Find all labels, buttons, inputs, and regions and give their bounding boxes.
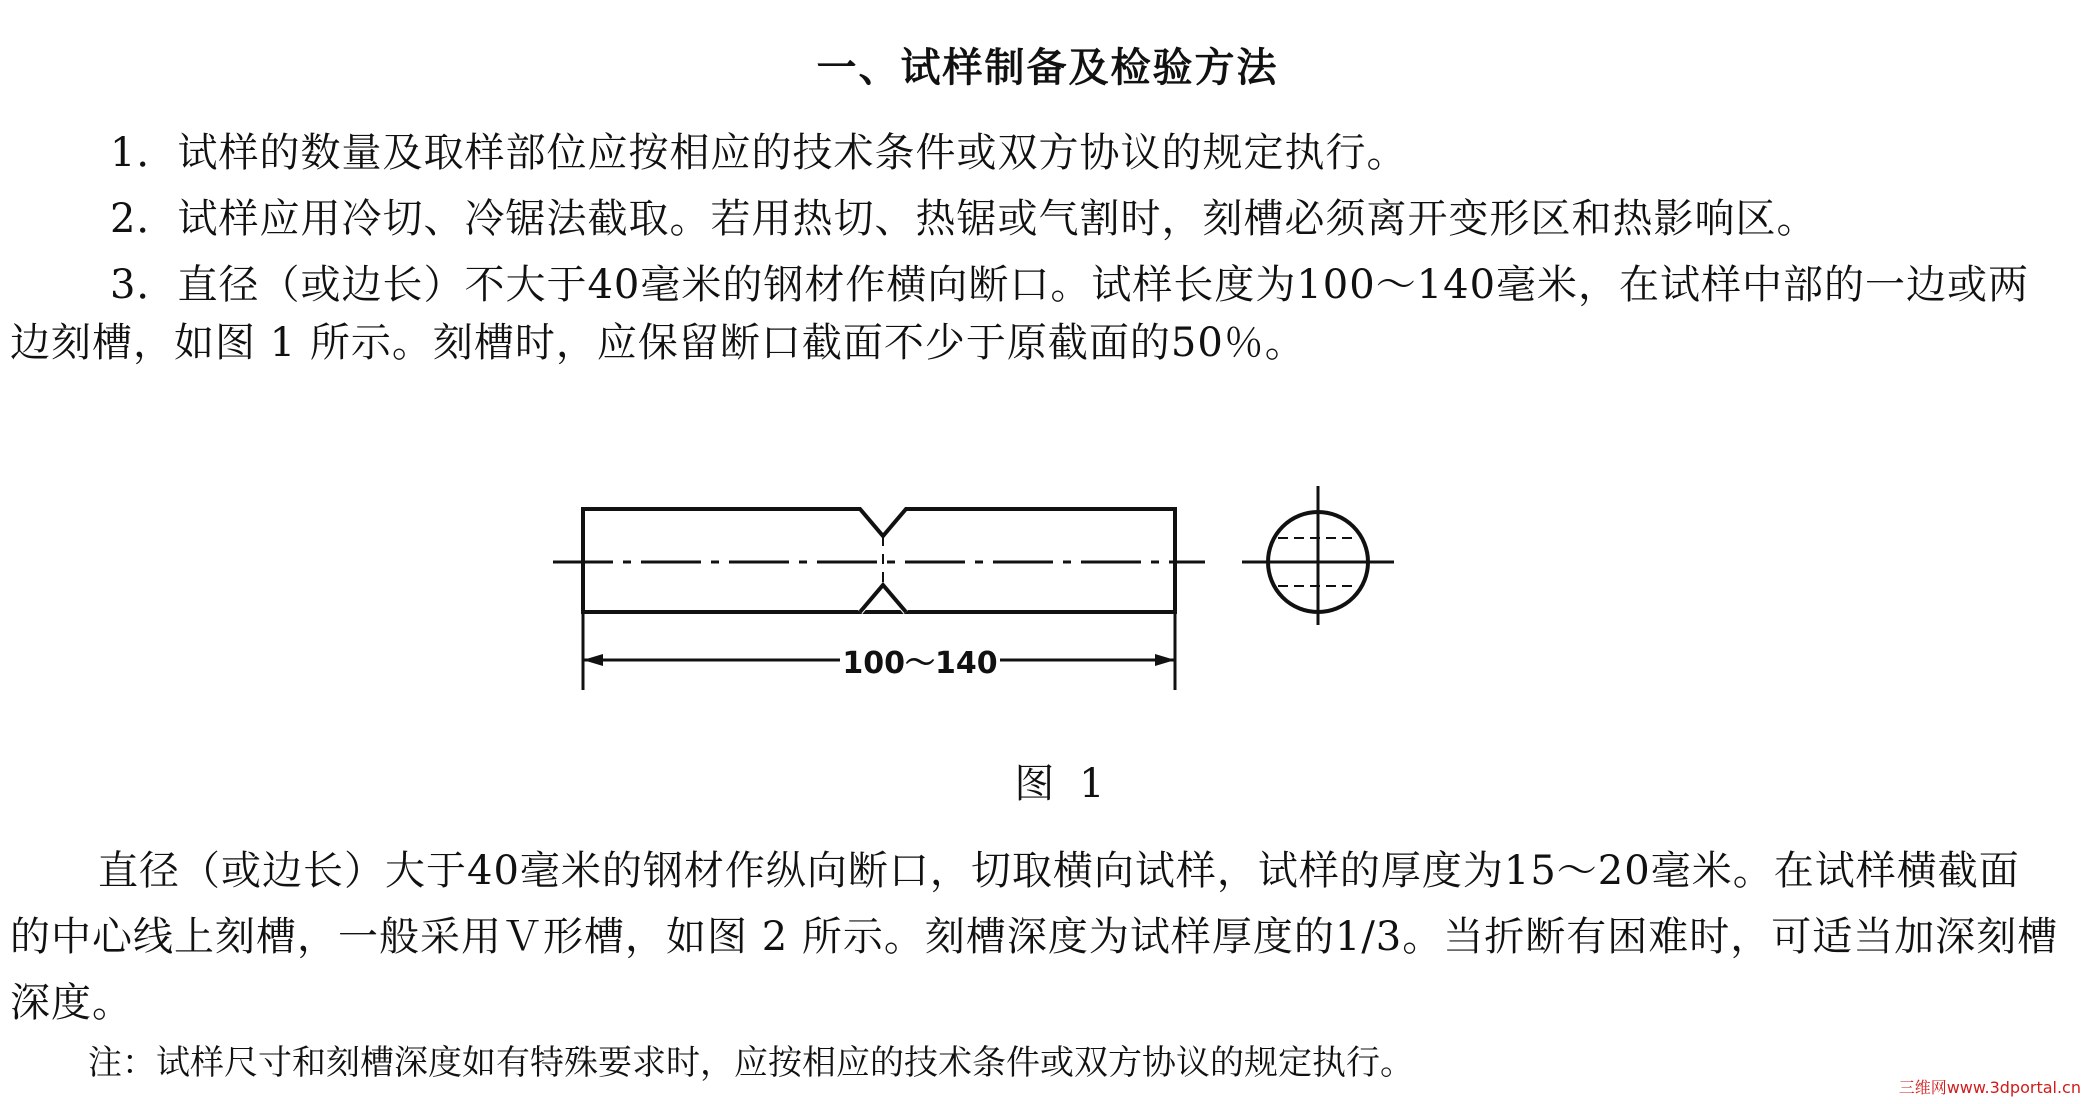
watermark: 三维网www.3dportal.cn (1898, 1078, 2081, 1097)
paragraph-2: 2．试样应用冷切、冷锯法截取。若用热切、热锯或气割时，刻槽必须离开变形区和热影响区。 (110, 196, 1818, 242)
dimension-arrow-left (583, 654, 603, 666)
note: 注：试样尺寸和刻槽深度如有特殊要求时，应按相应的技术条件或双方协议的规定执行。 (88, 1043, 1414, 1083)
paragraph-4: 直径（或边长）大于40毫米的钢材作纵向断口，切取横向试样，试样的厚度为15～20毫米。在试样横截面的中心线上刻槽，一般采用Ｖ形槽，如图 2 所示。刻槽深度为试样厚度的1/3。当折断有困难时，可适当加深刻槽深度。 (10, 848, 2059, 1026)
figure-caption: 图 1 (1014, 761, 1111, 807)
bottom-notch (860, 585, 906, 612)
section-title: 一、试样制备及检验方法 (816, 45, 1279, 91)
dimension-arrow-right (1155, 654, 1175, 666)
paragraph-3: 3．直径（或边长）不大于40毫米的钢材作横向断口。试样长度为100～140毫米，在试样中部的一边或两边刻槽，如图 1 所示。刻槽时，应保留断口截面不少于原截面的50％。 (10, 262, 2030, 366)
dimension-label: 100～140 (842, 646, 998, 681)
paragraph-1: 1．试样的数量及取样部位应按相应的技术条件或双方协议的规定执行。 (110, 130, 1408, 176)
